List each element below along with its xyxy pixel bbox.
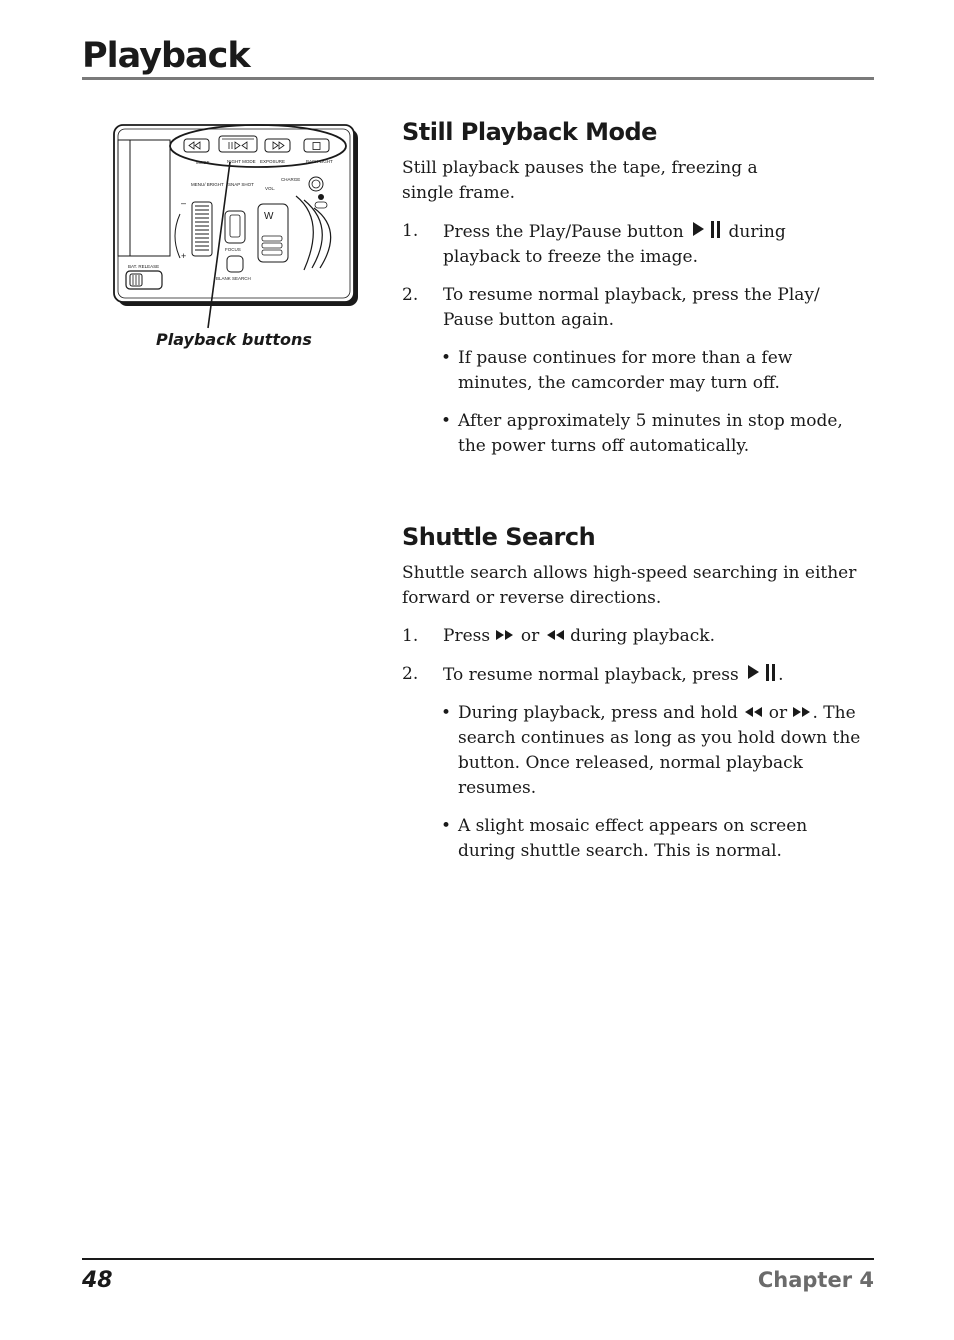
shuttle-search-intro: Shuttle search allows high-speed searching in either forward or reverse directions. <box>402 563 857 608</box>
label-zoom-w: W <box>264 211 274 222</box>
shuttle-step-2-num: 2. <box>402 664 419 684</box>
rewind-icon <box>743 704 763 720</box>
label-charge: CHARGE <box>281 177 301 182</box>
label-vol: VOL. <box>265 186 276 191</box>
shuttle-step-1-or: or <box>520 626 540 646</box>
shuttle-step-2-before: To resume normal playback, press <box>443 665 739 685</box>
label-blank-search: BLANK SEARCH <box>216 276 251 281</box>
label-snapshot: SNAP SHOT <box>228 182 254 187</box>
play-pause-icon <box>689 219 723 239</box>
shuttle-step-2-after: . <box>778 665 784 685</box>
play-pause-icon <box>744 662 778 682</box>
label-menu-bright: MENU/ BRIGHT <box>191 182 224 187</box>
camcorder-figure <box>108 118 366 358</box>
still-bullet-1 <box>402 346 862 396</box>
shuttle-search-section <box>402 523 862 877</box>
bullet-dot: • <box>441 703 452 723</box>
label-mode: MODE <box>196 160 210 165</box>
figure-caption: Playback buttons <box>156 330 312 349</box>
still-step-2 <box>402 283 862 333</box>
shuttle-step-1-before: Press <box>443 626 491 646</box>
label-backlight: BACK LIGHT <box>306 159 333 164</box>
page-title: Playback <box>82 36 250 76</box>
shuttle-bullet-2 <box>402 814 862 864</box>
bullet-dot: • <box>441 411 452 431</box>
header-rule <box>82 77 874 80</box>
shuttle-bullet-1-after: . The search continues as long as you hold down the button. Once released, normal playback resumes. <box>458 703 861 798</box>
shuttle-search-heading: Shuttle Search <box>402 523 596 551</box>
shuttle-step-1-num: 1. <box>402 626 419 646</box>
footer-rule <box>82 1258 874 1260</box>
fast-forward-icon <box>792 704 812 720</box>
label-minus: – <box>181 198 187 208</box>
still-playback-section <box>402 118 862 472</box>
still-step-1-num: 1. <box>402 221 419 241</box>
shuttle-bullet-1 <box>402 701 862 801</box>
camcorder-illustration <box>108 118 366 358</box>
still-playback-heading: Still Playback Mode <box>402 118 657 146</box>
rewind-icon <box>545 627 565 643</box>
still-step-2-num: 2. <box>402 285 419 305</box>
shuttle-bullet-1-or: or <box>768 703 788 723</box>
label-bat-release: BAT. RELEASE <box>128 264 160 269</box>
chapter-label: Chapter 4 <box>757 1268 874 1292</box>
bullet-dot: • <box>441 816 452 836</box>
bullet-dot: • <box>441 348 452 368</box>
still-bullet-1-text: If pause continues for more than a few minutes, the camcorder may turn off. <box>458 348 793 393</box>
label-night-mode: NIGHT MODE <box>227 159 256 164</box>
shuttle-step-1 <box>402 624 862 649</box>
still-step-2-text: To resume normal playback, press the Play/ Pause button again. <box>443 285 820 330</box>
label-focus: FOCUS <box>225 247 241 252</box>
fast-forward-icon <box>495 627 515 643</box>
shuttle-step-1-after: during playback. <box>570 626 716 646</box>
shuttle-step-2 <box>402 662 862 688</box>
label-plus: + <box>181 251 187 261</box>
shuttle-bullet-2-text: A slight mosaic effect appears on screen during shuttle search. This is normal. <box>458 816 808 861</box>
still-step-1 <box>402 219 862 270</box>
page-number: 48 <box>82 1268 113 1293</box>
shuttle-bullet-1-before: During playback, press and hold <box>458 703 738 723</box>
still-bullet-2-text: After approximately 5 minutes in stop mode, the power turns off automatically. <box>458 411 843 456</box>
still-step-1-after: during playback to freeze the image. <box>443 222 786 267</box>
still-playback-intro: Still playback pauses the tape, freezing a single frame. <box>402 158 758 203</box>
label-exposure: EXPOSURE <box>260 159 286 164</box>
still-bullet-2 <box>402 409 862 459</box>
still-step-1-before: Press the Play/Pause button <box>443 222 684 242</box>
